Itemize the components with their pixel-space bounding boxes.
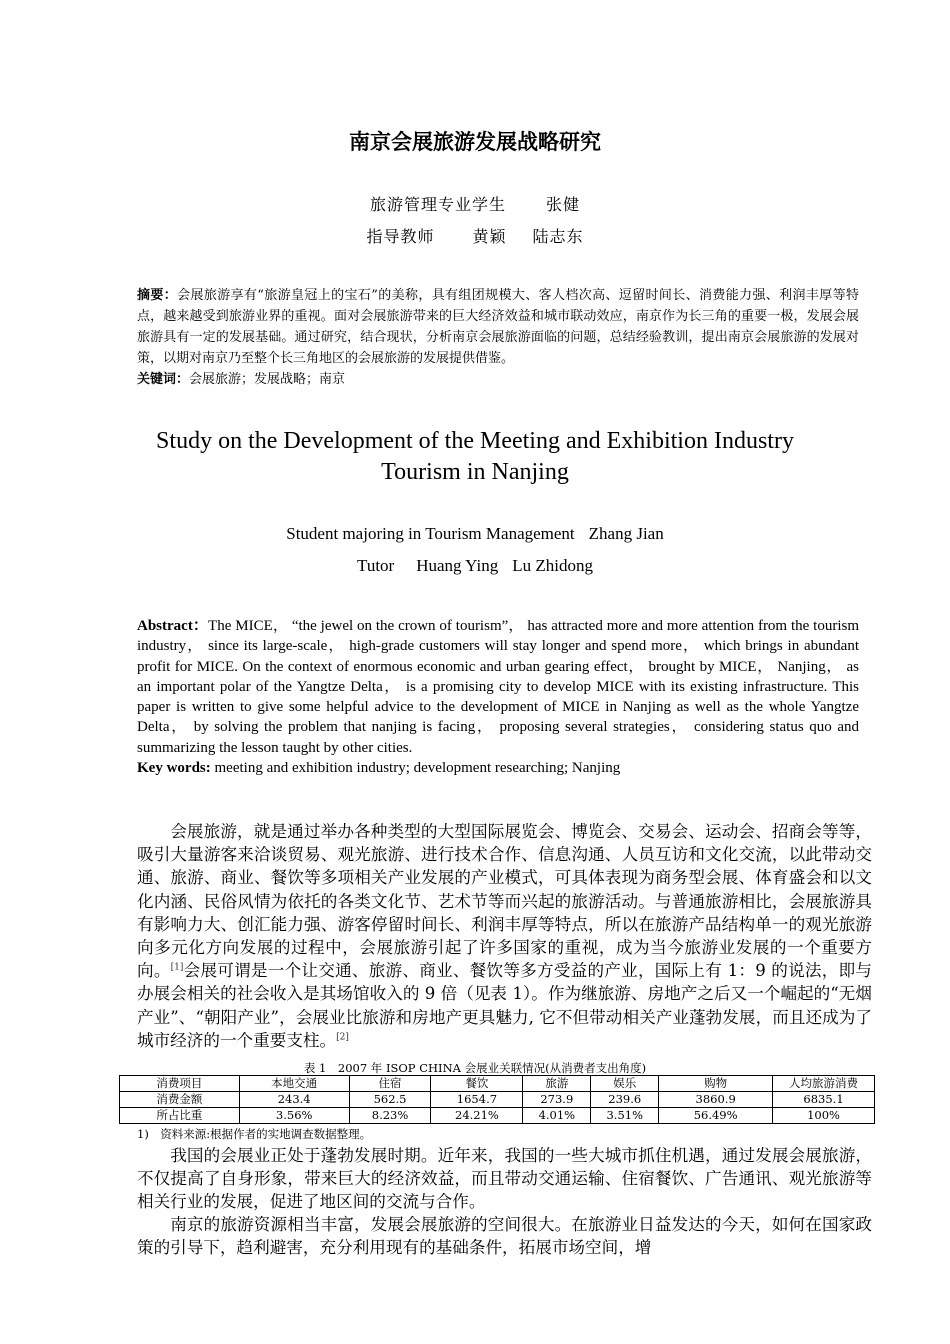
table-cell: 所占比重: [120, 1108, 240, 1124]
table-source-note: 1) 资料来源:根据作者的实地调查数据整理。: [137, 1127, 372, 1141]
table-cell: 3.56%: [239, 1108, 349, 1124]
body-paragraph-1: [137, 820, 872, 1052]
citation-ref-1: [1]: [170, 962, 184, 973]
table-cell: 消费金额: [120, 1092, 240, 1108]
keywords-cn: [137, 369, 859, 390]
table-header-row: [120, 1076, 875, 1092]
advisor-role-en: Tutor: [357, 556, 395, 575]
keywords-en-label: Key words:: [137, 760, 211, 777]
table-header-cell: 本地交通: [239, 1076, 349, 1092]
advisor-role: 指导教师: [366, 227, 435, 246]
body-paragraph-3: 南京的旅游资源相当丰富，发展会展旅游的空间很大。在旅游业日益发达的今天，如何在国家政策的引导下，趋利避害，充分利用现有的基础条件，拓展市场空间，增: [137, 1215, 872, 1258]
table-cell: 56.49%: [659, 1108, 773, 1124]
body-p1-part-a: 会展旅游，就是通过举办各种类型的大型国际展览会、博览会、交易会、运动会、招商会等等，吸引大量游客来洽谈贸易、观光旅游、进行技术合作、信息沟通、人员互访和文化交流，以此带动交通、旅游、商业、餐饮等多项相关产业发展的产业模式，可具体表现为商务型会展、体育盛会和以文化内涵、民俗风情为依托的各类文化节、艺术节等而兴起的旅游活动。与普通旅游相比，会展旅游具有影响力大、创汇能力强、游客停留时间长、利润丰厚等特点，所以在旅游产品结构单一的观光旅游向多元化方向发展的过程中，会展旅游引起了许多国家的重视，成为当今旅游业发展的一个重要方向。: [137, 822, 872, 981]
table-cell: 3860.9: [659, 1092, 773, 1108]
abstract-cn-body: [137, 285, 859, 369]
advisor-line-en: [0, 556, 950, 576]
author-role: 旅游管理专业学生: [369, 195, 506, 214]
abstract-cn-text: 会展旅游享有“旅游皇冠上的宝石”的美称，具有组团规模大、客人档次高、逗留时间长、消费能力强、利润丰厚等特点，越来越受到旅游业界的重视。面对会展旅游带来的巨大经济效益和城市联动效应，南京作为长三角的重要一极，发展会展旅游具有一定的发展基础。通过研究，结合现状，分析南京会展旅游面临的问题，总结经验教训，提出南京会展旅游的发展对策，以期对南京乃至整个长三角地区的会展旅游的发展提供借鉴。: [137, 288, 859, 366]
table-cell: 6835.1: [773, 1092, 875, 1108]
page-title-cn: 南京会展旅游发展战略研究: [349, 130, 601, 154]
abstract-en-label: Abstract：: [137, 618, 209, 634]
abstract-en-text: The MICE， “the jewel on the crown of tourism”， has attracted more and more attention from the tourism industry， since its large-scale， high-grade customers will stay longer and spend more， which brings in abundant profit for MICE. On the context of enormous economic and urban gearing effect， brought by MICE， Nanjing， as an important polar of the Yangtze Delta， is a promising city to develop MICE with its existing infrastructure. This paper is written to give some helpful advice to the development of MICE in Nanjing as well as the whole Yangtze Delta， by solving the problem that nanjing is facing， proposing several strategies， considering status quo and summarizing the lesson taught by other cities.: [137, 618, 859, 756]
author-line-en: [0, 524, 950, 544]
table-header-cell: 人均旅游消费: [773, 1076, 875, 1092]
table-cell: 273.9: [523, 1092, 591, 1108]
citation-ref-2: [2]: [336, 1032, 349, 1043]
table-header-cell: 购物: [659, 1076, 773, 1092]
advisor-line-cn: [0, 224, 950, 247]
body-paragraph-2: 我国的会展业正处于蓬勃发展时期。近年来，我国的一些大城市抓住机遇，通过发展会展旅游，不仅提高了自身形象，带来巨大的经济效益，而且带动交通运输、住宿餐饮、广告通讯、观光旅游等相关行业的发展，促进了地区间的交流与合作。: [137, 1146, 872, 1212]
table-header-cell: 旅游: [523, 1076, 591, 1092]
table-caption: 表 1 2007 年 ISOP CHINA 会展业关联情况(从消费者支出角度): [303, 1061, 647, 1075]
table-cell: 24.21%: [431, 1108, 523, 1124]
table-header-cell: 消费项目: [120, 1076, 240, 1092]
body-p1-part-b: 会展可谓是一个让交通、旅游、商业、餐饮等多方受益的产业，国际上有 1：9 的说法，即与办展会相关的社会收入是其场馆收入的 9 倍（见表 1）。作为继旅游、房地产之后又一个崛起的“无烟产业”、“朝阳产业”，会展业比旅游和房地产更具魅力, 它不但带动相关产业蓬勃发展，而且还成为了城市经济的一个重要支柱。: [137, 961, 872, 1050]
table-row: [120, 1108, 875, 1124]
keywords-en: [137, 758, 859, 778]
keywords-cn-text: 会展旅游；发展战略；南京: [189, 372, 346, 387]
table-cell: 3.51%: [591, 1108, 659, 1124]
page-title-en: Study on the Development of the Meeting and Exhibition Industry Tourism in Nanjing: [156, 428, 794, 485]
table-cell: 100%: [773, 1108, 875, 1124]
advisor-name-2: 陆志东: [532, 227, 584, 246]
table-row: [120, 1092, 875, 1108]
advisor-name-en-1: Huang Ying: [416, 556, 499, 575]
keywords-en-text: meeting and exhibition industry; development researching; Nanjing: [214, 760, 621, 777]
table-cell: 243.4: [239, 1092, 349, 1108]
table-cell: 562.5: [349, 1092, 431, 1108]
abstract-en: [137, 616, 859, 778]
advisor-name-1: 黄颖: [472, 227, 507, 246]
table-header-cell: 住宿: [349, 1076, 431, 1092]
abstract-en-body: [137, 616, 859, 758]
author-role-en: Student majoring in Tourism Management: [286, 524, 575, 543]
table-header-cell: 娱乐: [591, 1076, 659, 1092]
author-name: 张健: [546, 195, 581, 214]
author-name-en: Zhang Jian: [588, 524, 664, 543]
keywords-cn-label: 关键词：: [137, 372, 190, 387]
table-cell: 4.01%: [523, 1108, 591, 1124]
author-line-cn: [0, 192, 950, 215]
consumption-table: [119, 1075, 875, 1124]
table-cell: 8.23%: [349, 1108, 431, 1124]
abstract-cn: [137, 285, 859, 390]
advisor-name-en-2: Lu Zhidong: [512, 556, 593, 575]
abstract-cn-label: 摘要：: [137, 288, 178, 303]
table-header-cell: 餐饮: [431, 1076, 523, 1092]
table-cell: 1654.7: [431, 1092, 523, 1108]
table-cell: 239.6: [591, 1092, 659, 1108]
